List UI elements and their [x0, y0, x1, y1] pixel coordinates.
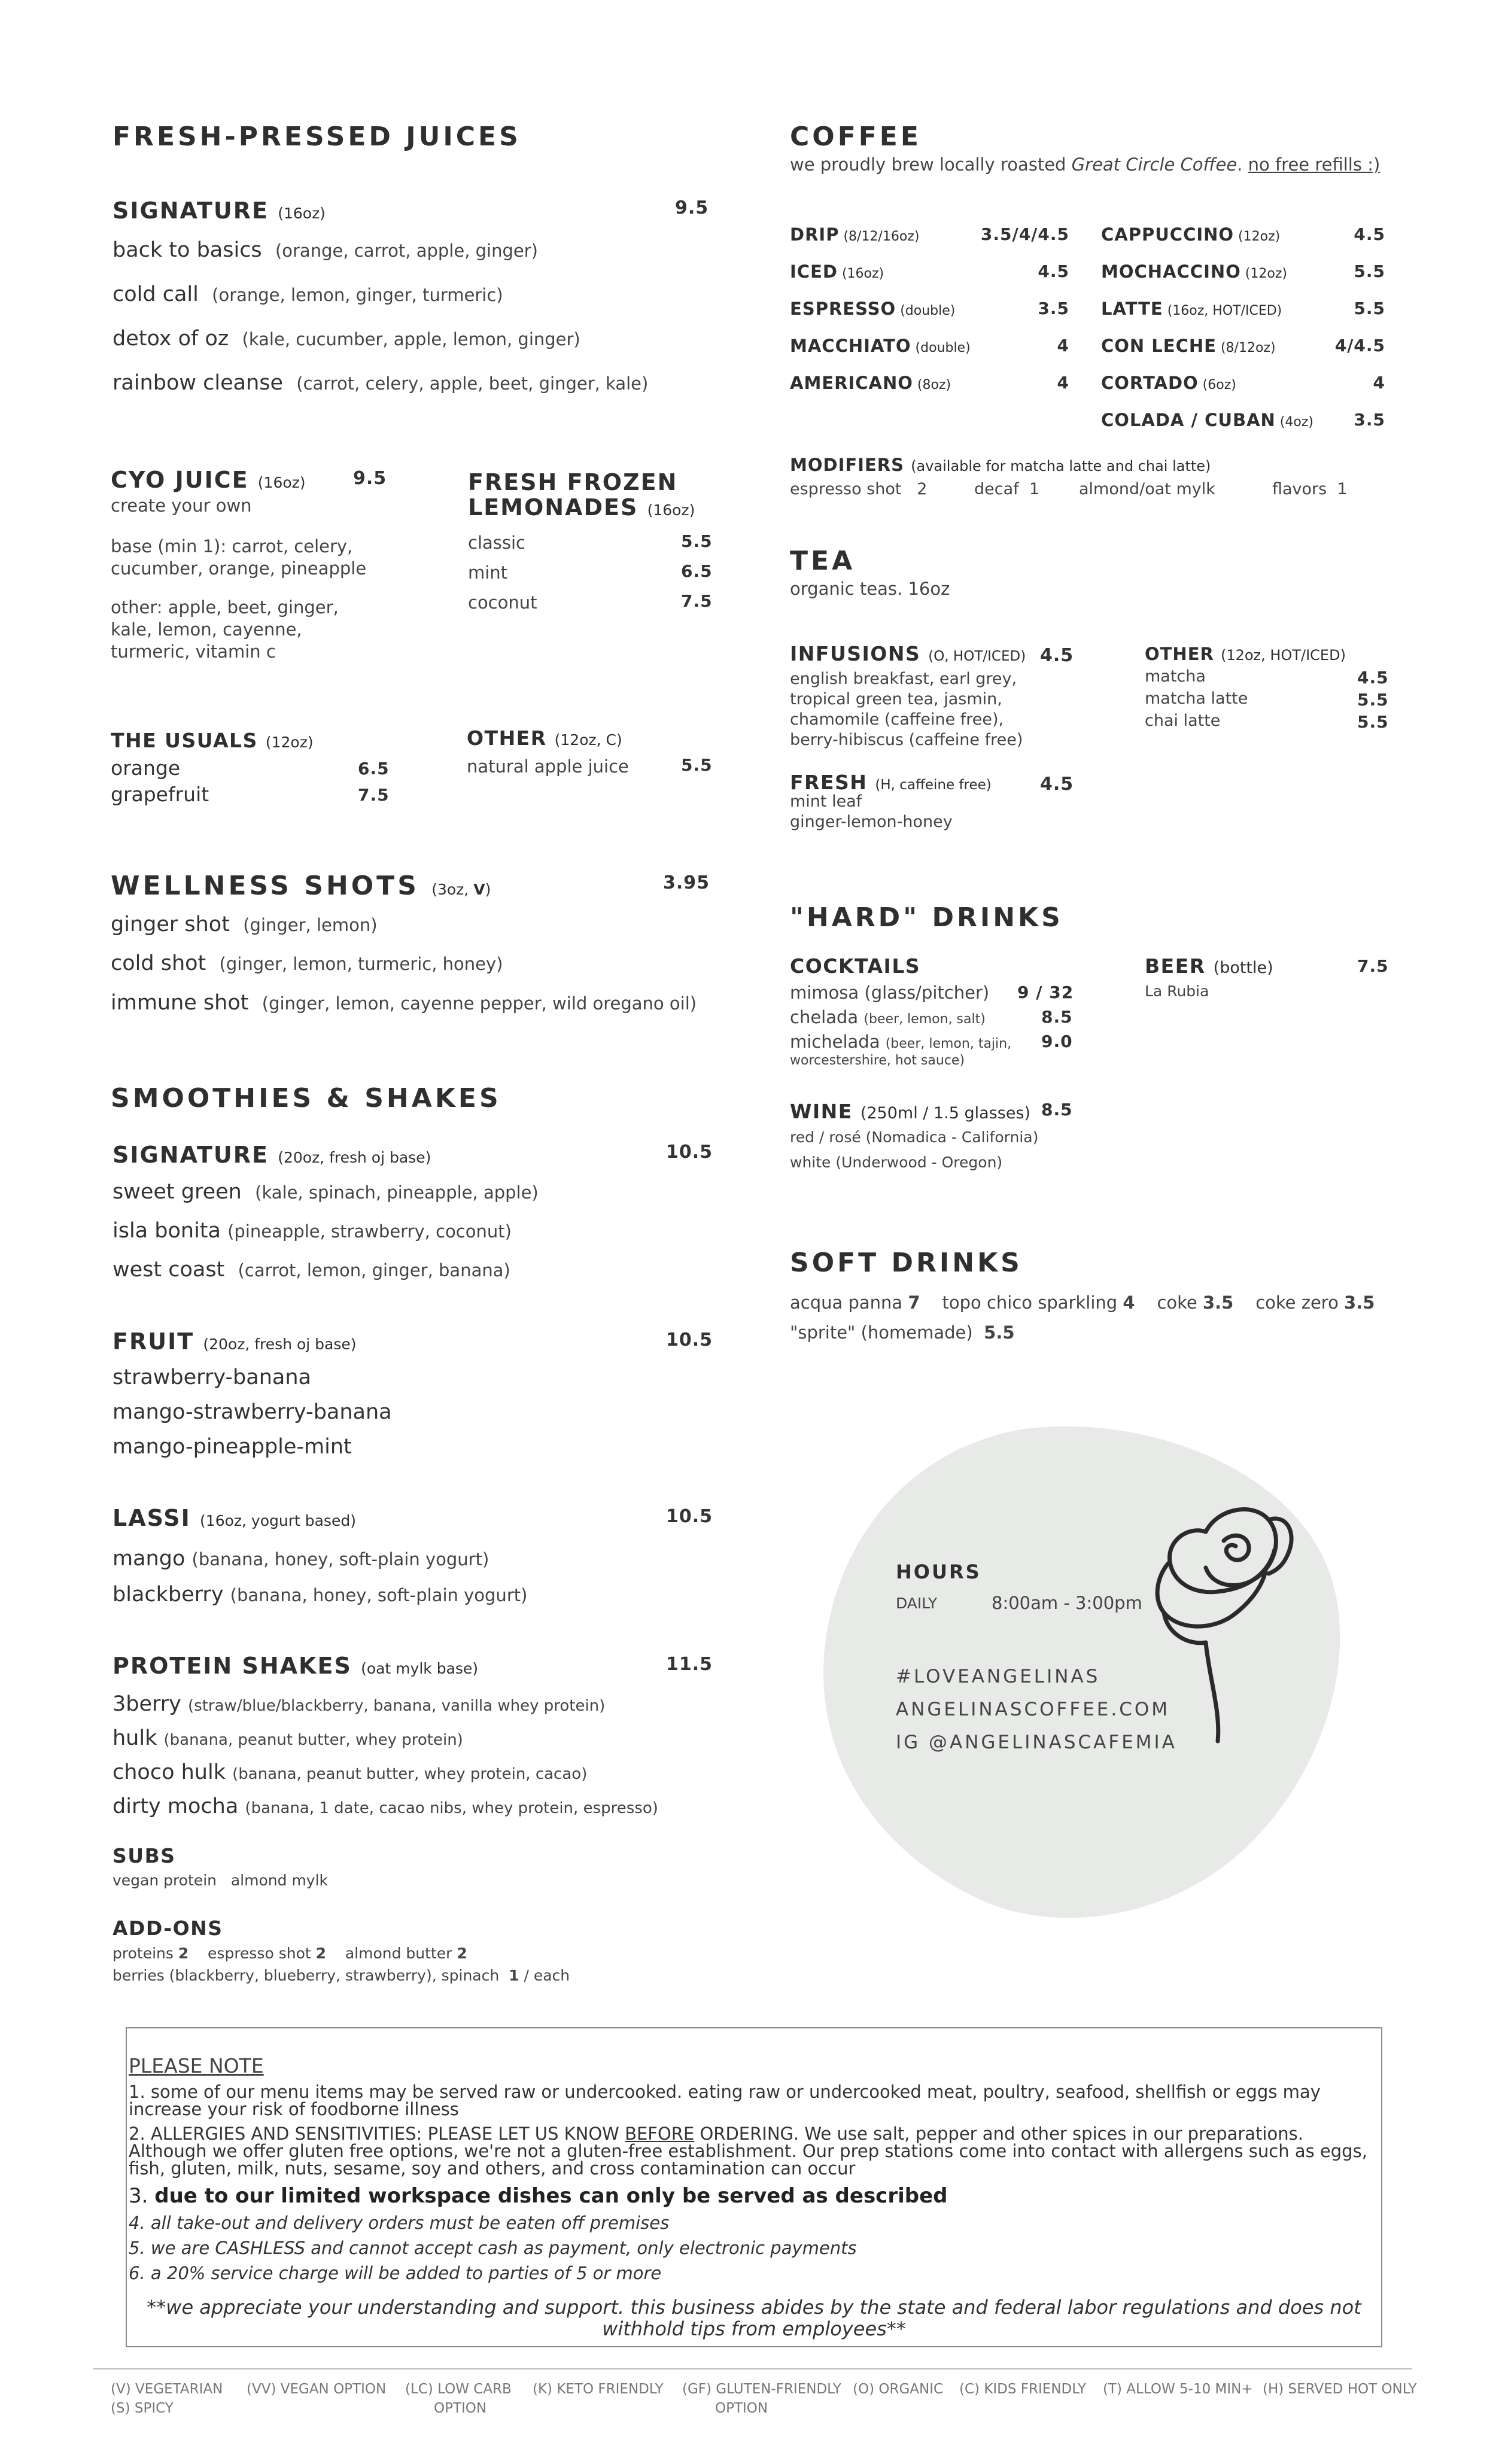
coffee-title: COFFEE: [790, 121, 922, 152]
coffee-item-name: ESPRESSO: [790, 299, 896, 319]
menu-item: mint leaf: [790, 792, 862, 811]
lassi-title: LASSI (16oz, yogurt based): [112, 1505, 356, 1531]
note-5: 5. we are CASHLESS and cannot accept cash as payment, only electronic payments: [129, 2238, 857, 2258]
legend-item: (K) KETO FRIENDLY: [533, 2381, 664, 2397]
coffee-item-name: ICED: [790, 261, 838, 282]
coffee-item-size: (16oz): [837, 266, 884, 281]
coffee-item-size: (12oz): [1240, 266, 1287, 281]
legend-item: (GF) GLUTEN-FRIENDLY: [682, 2381, 841, 2397]
coffee-item-size: (12oz): [1234, 229, 1281, 244]
note-2: 2. ALLERGIES AND SENSITIVITIES: PLEASE LET US KNOW BEFORE ORDERING. We use salt, pepper and other spices in our preparations. Although we offer gluten free options, we're not a gluten-free establishment. Our prep stations come into contact with allergens such as eggs, fish, gluten, milk, nuts, sesame, soy and others, and cross contamination can occur: [129, 2124, 1367, 2179]
coffee-item-price: 3.5: [1354, 410, 1385, 430]
protein-title: PROTEIN SHAKES (oat mylk base): [112, 1653, 479, 1679]
menu-item: mimosa (glass/pitcher): [790, 982, 990, 1003]
coffee-item: [790, 299, 955, 319]
addons-title: ADD-ONS: [112, 1917, 223, 1940]
cocktails-title: COCKTAILS: [790, 954, 921, 978]
coffee-item: [1101, 299, 1282, 319]
menu-price: 5.5: [681, 755, 713, 775]
coffee-item-price: 3.5/4/4.5: [980, 224, 1069, 244]
menu-item: La Rubia: [1145, 982, 1209, 1000]
soft-drinks-line-2: "sprite" (homemade) 5.5: [790, 1322, 1015, 1343]
menu-price: 5.5: [1357, 712, 1389, 732]
tea-sub: organic teas. 16oz: [790, 579, 950, 599]
menu-item: coconut: [468, 592, 537, 613]
coffee-item: [1101, 261, 1287, 282]
coffee-item: [790, 224, 919, 245]
tea-other-title: OTHER (12oz, HOT/ICED): [1145, 644, 1346, 664]
juice-signature-title: SIGNATURE (16oz): [112, 197, 326, 224]
coffee-item-price: 4/4.5: [1334, 336, 1385, 355]
note-4: 4. all take-out and delivery orders must be eaten off premises: [129, 2213, 670, 2233]
juices-title: FRESH-PRESSED JUICES: [112, 121, 521, 152]
legend-item: (S) SPICY: [111, 2401, 174, 2416]
menu-item: matcha: [1145, 667, 1206, 686]
note-1: 1. some of our menu items may be served raw or undercooked. eating raw or undercooked meat, poultry, seafood, shellfish or eggs may increase your risk of foodborne illness: [129, 2082, 1321, 2119]
menu-item: mango-strawberry-banana: [112, 1400, 392, 1424]
legend-item: (H) SERVED HOT ONLY: [1263, 2381, 1417, 2397]
coffee-item-size: (double): [911, 340, 971, 355]
addons-line-2: berries (blackberry, blueberry, strawberry), spinach 1 / each: [112, 1967, 570, 1984]
tea-title: TEA: [790, 546, 856, 576]
legend-item: (O) ORGANIC: [853, 2381, 944, 2397]
coffee-item-size: (6oz): [1198, 378, 1236, 393]
footer-divider: [93, 2368, 1412, 2369]
coffee-item-name: MOCHACCINO: [1101, 261, 1241, 282]
legend-item: (VV) VEGAN OPTION: [247, 2381, 387, 2397]
coffee-item-size: (8/12oz): [1216, 340, 1276, 355]
menu-price: 6.5: [681, 561, 713, 581]
coffee-item-price: 4: [1373, 373, 1385, 393]
note-title: PLEASE NOTE: [129, 2054, 264, 2077]
coffee-item-price: 5.5: [1354, 261, 1385, 281]
coffee-item-price: 3.5: [1038, 299, 1069, 318]
coffee-item: [790, 336, 971, 356]
wine-title: WINE (250ml / 1.5 glasses): [790, 1100, 1031, 1123]
menu-item: grapefruit: [111, 783, 209, 806]
menu-price: 9.0: [1041, 1032, 1073, 1051]
menu-item: mango (banana, honey, soft-plain yogurt): [112, 1547, 489, 1571]
coffee-item: [790, 373, 951, 393]
menu-price: 7.5: [681, 591, 713, 611]
coffee-item-size: (8oz): [913, 378, 951, 393]
menu-item: mint: [468, 562, 508, 583]
fresh-title: FRESH (H, caffeine free): [790, 771, 992, 794]
coffee-item-size: (8/12/16oz): [839, 229, 920, 244]
coffee-item-name: DRIP: [790, 224, 840, 245]
modifier-item: almond/oat mylk: [1079, 480, 1215, 498]
coffee-item-size: (4oz): [1275, 415, 1313, 430]
smoothie-signature-title: SIGNATURE (20oz, fresh oj base): [112, 1142, 431, 1168]
hours-day: DAILY: [896, 1595, 938, 1612]
note-appreciate: **we appreciate your understanding and support. this business abides by the state and federal labor regulations and does not withhold tips from employees**: [147, 2296, 1361, 2340]
menu-item: immune shot (ginger, lemon, cayenne pepper, wild oregano oil): [111, 991, 697, 1015]
protein-price: 11.5: [666, 1654, 713, 1675]
coffee-item-name: COLADA / CUBAN: [1101, 410, 1276, 430]
legend-item: OPTION: [715, 2401, 768, 2416]
menu-item: michelada (beer, lemon, tajin,: [790, 1032, 1012, 1052]
addons-line-1: proteins 2 espresso shot 2 almond butter 2: [112, 1945, 467, 1962]
website: ANGELINASCOFFEE.COM: [896, 1699, 1170, 1720]
wine-price: 8.5: [1041, 1100, 1073, 1120]
coffee-item-name: CON LECHE: [1101, 336, 1217, 356]
cyo-base: base (min 1): carrot, celery, cucumber, orange, pineapple: [111, 536, 367, 579]
menu-price: 9 / 32: [1017, 982, 1074, 1002]
menu-item: choco hulk (banana, peanut butter, whey protein, cacao): [112, 1760, 588, 1784]
coffee-item: [1101, 336, 1276, 356]
fresh-price: 4.5: [1040, 774, 1074, 795]
menu-item: natural apple juice: [467, 756, 629, 777]
coffee-item-name: CAPPUCCINO: [1101, 224, 1234, 245]
menu-item: ginger shot (ginger, lemon): [111, 912, 378, 936]
wellness-title: WELLNESS SHOTS (3oz, V): [111, 871, 491, 901]
legend-item: OPTION: [434, 2401, 487, 2416]
cyo-other: other: apple, beet, ginger, kale, lemon, cayenne, turmeric, vitamin c: [111, 597, 339, 662]
menu-item: west coast (carrot, lemon, ginger, banana): [112, 1258, 510, 1282]
menu-item: red / rosé (Nomadica - California): [790, 1128, 1039, 1146]
menu-item: cold call (orange, lemon, ginger, turmeric): [112, 282, 503, 306]
coffee-item-name: LATTE: [1101, 299, 1163, 319]
infusions-title: INFUSIONS (O, HOT/ICED): [790, 642, 1026, 665]
menu-price: 5.5: [1357, 690, 1389, 710]
usuals-title: THE USUALS (12oz): [111, 729, 314, 752]
lemonades-title: FRESH FROZEN LEMONADES (16oz): [468, 469, 695, 521]
menu-item: chai latte: [1145, 711, 1221, 730]
menu-item-desc: worcestershire, hot sauce): [790, 1053, 965, 1068]
menu-item: white (Underwood - Oregon): [790, 1154, 1003, 1171]
menu-item: orange: [111, 756, 181, 780]
coffee-item-name: CORTADO: [1101, 373, 1199, 393]
coffee-item-size: (double): [896, 303, 956, 318]
menu-price: 7.5: [358, 785, 390, 805]
fruit-title: FRUIT (20oz, fresh oj base): [112, 1328, 357, 1355]
coffee-item-size: (16oz, HOT/ICED): [1163, 303, 1282, 318]
hard-drinks-title: "HARD" DRINKS: [790, 902, 1063, 933]
coffee-item-price: 4: [1057, 336, 1069, 355]
beer-price: 7.5: [1357, 956, 1389, 976]
menu-item: back to basics (orange, carrot, apple, ginger): [112, 238, 538, 262]
modifiers-title: MODIFIERS (available for matcha latte and chai latte): [790, 455, 1211, 475]
menu-item: cold shot (ginger, lemon, turmeric, honey): [111, 951, 503, 975]
legend-item: (LC) LOW CARB: [405, 2381, 512, 2397]
menu-item: chelada (beer, lemon, salt): [790, 1007, 986, 1027]
menu-price: 8.5: [1041, 1007, 1073, 1027]
juice-signature-price: 9.5: [675, 197, 709, 218]
menu-item: classic: [468, 533, 525, 553]
smoothies-title: SMOOTHIES & SHAKES: [111, 1083, 501, 1114]
modifier-item: espresso shot 2: [790, 480, 928, 498]
menu-item: dirty mocha (banana, 1 date, cacao nibs, whey protein, espresso): [112, 1794, 658, 1818]
menu-item: isla bonita (pineapple, strawberry, coconut): [112, 1219, 512, 1243]
hours-time: 8:00am - 3:00pm: [992, 1593, 1142, 1613]
menu-item: ginger-lemon-honey: [790, 813, 953, 831]
legend-item: (V) VEGETARIAN: [111, 2381, 223, 2397]
smoothie-signature-price: 10.5: [666, 1142, 713, 1163]
menu-item: sweet green (kale, spinach, pineapple, apple): [112, 1180, 539, 1204]
legend-item: (C) KIDS FRIENDLY: [959, 2381, 1087, 2397]
cyo-price: 9.5: [353, 468, 387, 489]
instagram: IG @ANGELINASCAFEMIA: [896, 1732, 1177, 1753]
menu-item: matcha latte: [1145, 689, 1248, 708]
coffee-item-price: 4: [1057, 373, 1069, 393]
fruit-price: 10.5: [666, 1330, 713, 1350]
coffee-sub: we proudly brew locally roasted Great Circle Coffee. no free refills :): [790, 154, 1381, 175]
subs-title: SUBS: [112, 1844, 176, 1867]
subs-text: vegan protein almond mylk: [112, 1872, 329, 1889]
coffee-item-price: 5.5: [1354, 299, 1385, 318]
cyo-sub: create your own: [111, 495, 252, 516]
infusions-desc: english breakfast, earl grey, tropical green tea, jasmin, chamomile (caffeine free), berry-hibiscus (caffeine free): [790, 670, 1023, 749]
cyo-title: CYO JUICE (16oz): [111, 467, 306, 493]
menu-item: blackberry (banana, honey, soft-plain yogurt): [112, 1583, 528, 1607]
menu-item: hulk (banana, peanut butter, whey protein): [112, 1726, 463, 1750]
juice-other-title: OTHER (12oz, C): [467, 726, 622, 750]
coffee-item: [790, 261, 884, 282]
coffee-item-price: 4.5: [1038, 261, 1069, 281]
lassi-price: 10.5: [666, 1506, 713, 1527]
coffee-item-name: MACCHIATO: [790, 336, 911, 356]
hours-title: HOURS: [896, 1560, 981, 1583]
soft-drinks-line-1: acqua panna 7 topo chico sparkling 4 coke 3.5 coke zero 3.5: [790, 1292, 1375, 1313]
legend-item: (T) ALLOW 5-10 MIN+: [1103, 2381, 1253, 2397]
coffee-item: [1101, 373, 1236, 393]
menu-item: rainbow cleanse (carrot, celery, apple, beet, ginger, kale): [112, 371, 649, 395]
coffee-item: [1101, 224, 1280, 245]
beer-title: BEER (bottle): [1145, 954, 1273, 978]
menu-price: 5.5: [681, 531, 713, 551]
note-6: 6. a 20% service charge will be added to parties of 5 or more: [129, 2263, 662, 2283]
soft-drinks-title: SOFT DRINKS: [790, 1248, 1023, 1278]
hashtag: #LOVEANGELINAS: [896, 1666, 1100, 1687]
modifier-item: flavors 1: [1272, 480, 1348, 498]
coffee-item-price: 4.5: [1354, 224, 1385, 244]
infusions-price: 4.5: [1040, 645, 1074, 666]
menu-item: mango-pineapple-mint: [112, 1435, 352, 1459]
menu-price: 6.5: [358, 759, 390, 778]
menu-item: detox of oz (kale, cucumber, apple, lemon, ginger): [112, 327, 580, 351]
note-3: 3. due to our limited workspace dishes can only be served as described: [129, 2184, 948, 2208]
modifier-item: decaf 1: [974, 480, 1040, 498]
wellness-price: 3.95: [663, 872, 710, 893]
coffee-item: [1101, 410, 1313, 430]
menu-item: 3berry (straw/blue/blackberry, banana, vanilla whey protein): [112, 1692, 606, 1716]
coffee-item-name: AMERICANO: [790, 373, 913, 393]
menu-price: 4.5: [1357, 668, 1389, 688]
menu-item: strawberry-banana: [112, 1365, 311, 1389]
